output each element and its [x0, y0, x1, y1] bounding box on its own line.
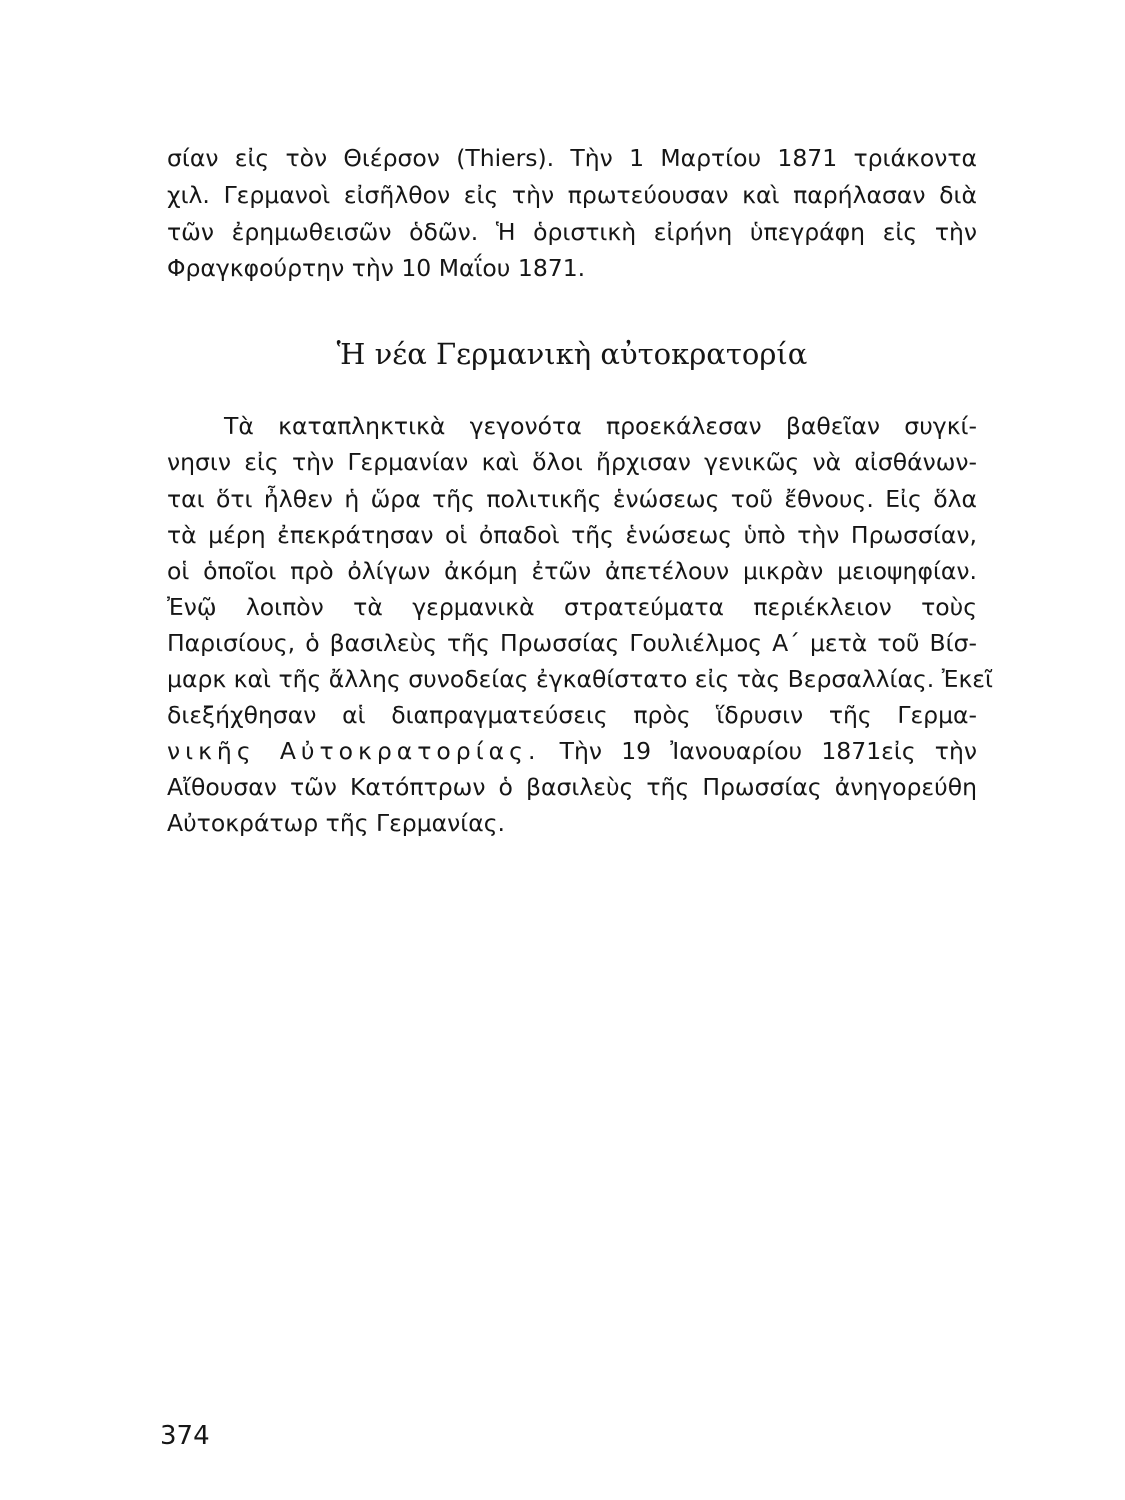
text-line: Αἴθουσαν τῶν Κατόπτρων ὁ βασιλεὺς τῆς Πρωσσίας ἀνηγορεύθη [167, 773, 977, 801]
section-heading: Ἡ νέα Γερμανικὴ αὐτοκρατορία [336, 337, 808, 371]
text-line: Φραγκφούρτην τὴν 10 Μαΐου 1871. [167, 254, 586, 282]
text-line: τῶν ἐρημωθεισῶν ὁδῶν. Ἡ ὁριστικὴ εἰρήνη ὑπεγράφη εἰς τὴν [167, 218, 977, 246]
text-line: Αὐτοκράτωρ τῆς Γερμανίας. [167, 809, 505, 837]
text-line: οἱ ὁποῖοι πρὸ ὀλίγων ἀκόμη ἐτῶν ἀπετέλουν μικρὰν μειοψηφίαν. [167, 557, 977, 585]
spaced-emphasis-text: νικῆς Αὐτοκρατορίας. [167, 737, 541, 765]
text-line: μαρκ καὶ τῆς ἄλλης συνοδείας ἐγκαθίστατο εἰς τὰς Βερσαλλίας. Ἐκεῖ [167, 665, 993, 693]
text-line: νησιν εἰς τὴν Γερμανίαν καὶ ὅλοι ἤρχισαν γενικῶς νὰ αἰσθάνων- [167, 448, 977, 476]
text-line: Ἐνῷ λοιπὸν τὰ γερμανικὰ στρατεύματα περιέκλειον τοὺς [167, 593, 977, 621]
text-line: Τὰ καταπληκτικὰ γεγονότα προεκάλεσαν βαθεῖαν συγκί- [224, 412, 977, 440]
page-number: 374 [160, 1421, 210, 1451]
text-line [167, 733, 977, 769]
text-line: σίαν εἰς τὸν Θιέρσον (Thiers). Τὴν 1 Μαρτίου 1871 τριάκοντα [167, 144, 977, 172]
text-line: χιλ. Γερμανοὶ εἰσῆλθον εἰς τὴν πρωτεύουσαν καὶ παρήλασαν διὰ [167, 181, 977, 209]
text-line: Παρισίους, ὁ βασιλεὺς τῆς Πρωσσίας Γουλιέλμος Α΄ μετὰ τοῦ Βίσ- [167, 629, 977, 657]
text-line: διεξήχθησαν αἱ διαπραγματεύσεις πρὸς ἵδρυσιν τῆς Γερμα- [167, 701, 977, 729]
text-line: ται ὅτι ἦλθεν ἡ ὥρα τῆς πολιτικῆς ἑνώσεως τοῦ ἔθνους. Εἰς ὅλα [167, 485, 977, 513]
line-text: Τὴν 19 Ἰανουαρίου 1871εἰς τὴν [559, 737, 977, 765]
text-line: τὰ μέρη ἐπεκράτησαν οἱ ὀπαδοὶ τῆς ἑνώσεως ὑπὸ τὴν Πρωσσίαν, [167, 521, 977, 549]
